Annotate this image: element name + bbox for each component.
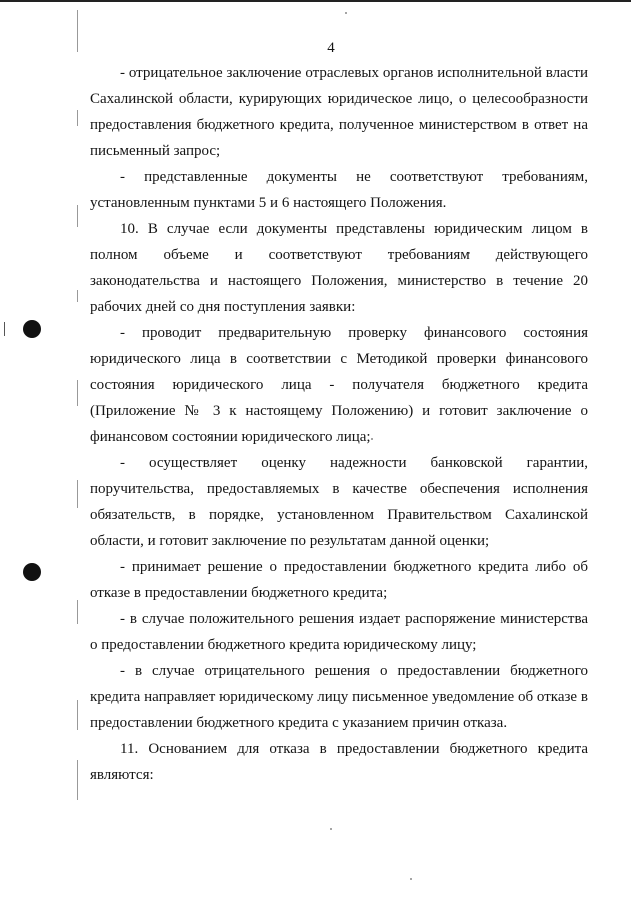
paragraph: - осуществляет оценку надежности банковской гарантии, поручительства, предоставляемых в качестве обеспечения исполнения обязательств, в порядке, установленном Правительством Сахалинской области, и готовит заключение по результатам данной оценки; [90,455,588,549]
margin-mark [77,700,78,730]
margin-mark [77,290,78,302]
margin-mark [77,380,78,406]
scan-top-edge [0,0,631,2]
paragraph: - отрицательное заключение отраслевых органов исполнительной власти Сахалинской области, курирующих юридическое лицо, о целесообразности предоставления бюджетного кредита, полученное министерством в ответ на письменный запрос; [90,65,588,159]
paragraph: 10. В случае если документы представлены юридическим лицом в полном объеме и соответствуют требованиям действующего законодательства и настоящего Положения, министерство в течение 20 рабочих дней со дня поступления заявки: [90,221,588,315]
margin-mark [77,600,78,624]
paragraph: - в случае положительного решения издает распоряжение министерства о предоставлении бюджетного кредита юридическому лицу; [90,611,588,653]
page-number: 4 [327,40,335,56]
paragraph: - представленные документы не соответствуют требованиям, установленным пунктами 5 и 6 настоящего Положения. [90,169,588,211]
margin-mark [77,205,78,227]
paragraph: 11. Основанием для отказа в предоставлении бюджетного кредита являются: [90,741,588,783]
scan-speck [345,12,347,14]
paragraph: - принимает решение о предоставлении бюджетного кредита либо об отказе в предоставлении бюджетного кредита; [90,559,588,601]
margin-mark [77,480,78,508]
margin-mark [77,110,78,126]
punch-hole-top [23,320,41,338]
scan-left-mark [4,322,5,336]
scan-speck [330,828,332,830]
document-body [90,60,588,788]
paragraph: - проводит предварительную проверку финансового состояния юридического лица в соответствии с Методикой проверки финансового состояния юридического лица - получателя бюджетного кредита (Приложение № 3 к настоящему Положению) и готовит заключение о финансовом состоянии юридического лица; [90,325,588,445]
margin-mark [77,760,78,800]
paragraph: - в случае отрицательного решения о предоставлении бюджетного кредита направляет юридическому лицу письменное уведомление об отказе в предоставлении бюджетного кредита с указанием причин отказа. [90,663,588,731]
scan-speck [410,878,412,880]
punch-hole-bottom [23,563,41,581]
